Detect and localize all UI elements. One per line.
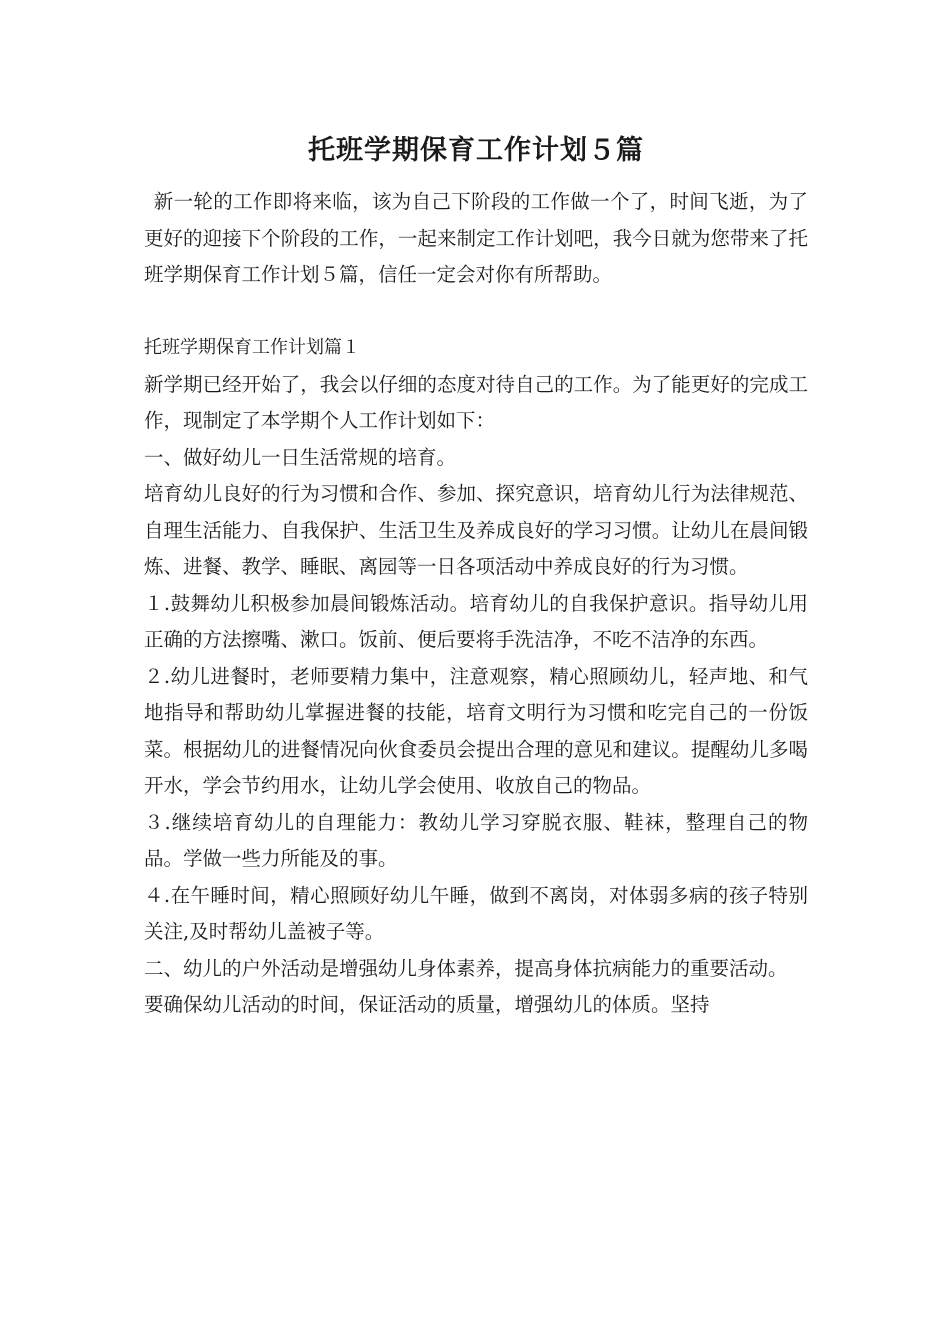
paragraph-spacer [144, 294, 808, 331]
body-list-item: ３.继续培育幼儿的自理能力：教幼儿学习穿脱衣服、鞋袜，整理自己的物品。学做一些力所能及的事。 [144, 810, 808, 870]
body-list-item: ４.在午睡时间，精心照顾好幼儿午睡，做到不离岗，对体弱多病的孩子特别关注,及时帮幼儿盖被子等。 [144, 883, 808, 943]
document-page [144, 128, 808, 1024]
body-paragraph: 新学期已经开始了，我会以仔细的态度对待自己的工作。为了能更好的完成工作，现制定了本学期个人工作计划如下： [144, 372, 808, 432]
intro-paragraph: 新一轮的工作即将来临，该为自己下阶段的工作做一个了，时间飞逝，为了更好的迎接下个阶段的工作，一起来制定工作计划吧，我今日就为您带来了托班学期保育工作计划５篇，信任一定会对你有所帮助。 [144, 190, 808, 286]
body-paragraph: 培育幼儿良好的行为习惯和合作、参加、探究意识，培育幼儿行为法律规范、自理生活能力、自我保护、生活卫生及养成良好的学习习惯。让幼儿在晨间锻炼、进餐、教学、睡眠、离园等一日各项活动中养成良好的行为习惯。 [144, 482, 808, 578]
body-paragraph: 要确保幼儿活动的时间，保证活动的质量，增强幼儿的体质。坚持 [144, 993, 710, 1016]
section-title: 托班学期保育工作计划篇１ [144, 337, 360, 358]
body-heading: 一、做好幼儿一日生活常规的培育。 [144, 445, 457, 469]
document-title: 托班学期保育工作计划５篇 [308, 135, 644, 166]
body-list-item: ２.幼儿进餐时，老师要精力集中，注意观察，精心照顾幼儿，轻声地、和气地指导和帮助幼儿掌握进餐的技能，培育文明行为习惯和吃完自己的一份饭菜。根据幼儿的进餐情况向伙食委员会提出合理的意见和建议。提醒幼儿多喝开水，学会节约用水，让幼儿学会使用、收放自己的物品。 [144, 664, 808, 797]
body-heading: 二、幼儿的户外活动是增强幼儿身体素养，提高身体抗病能力的重要活动。 [144, 956, 788, 980]
body-list-item: １.鼓舞幼儿积极参加晨间锻炼活动。培育幼儿的自我保护意识。指导幼儿用正确的方法擦嘴、漱口。饭前、便后要将手洗洁净，不吃不洁净的东西。 [144, 591, 808, 651]
